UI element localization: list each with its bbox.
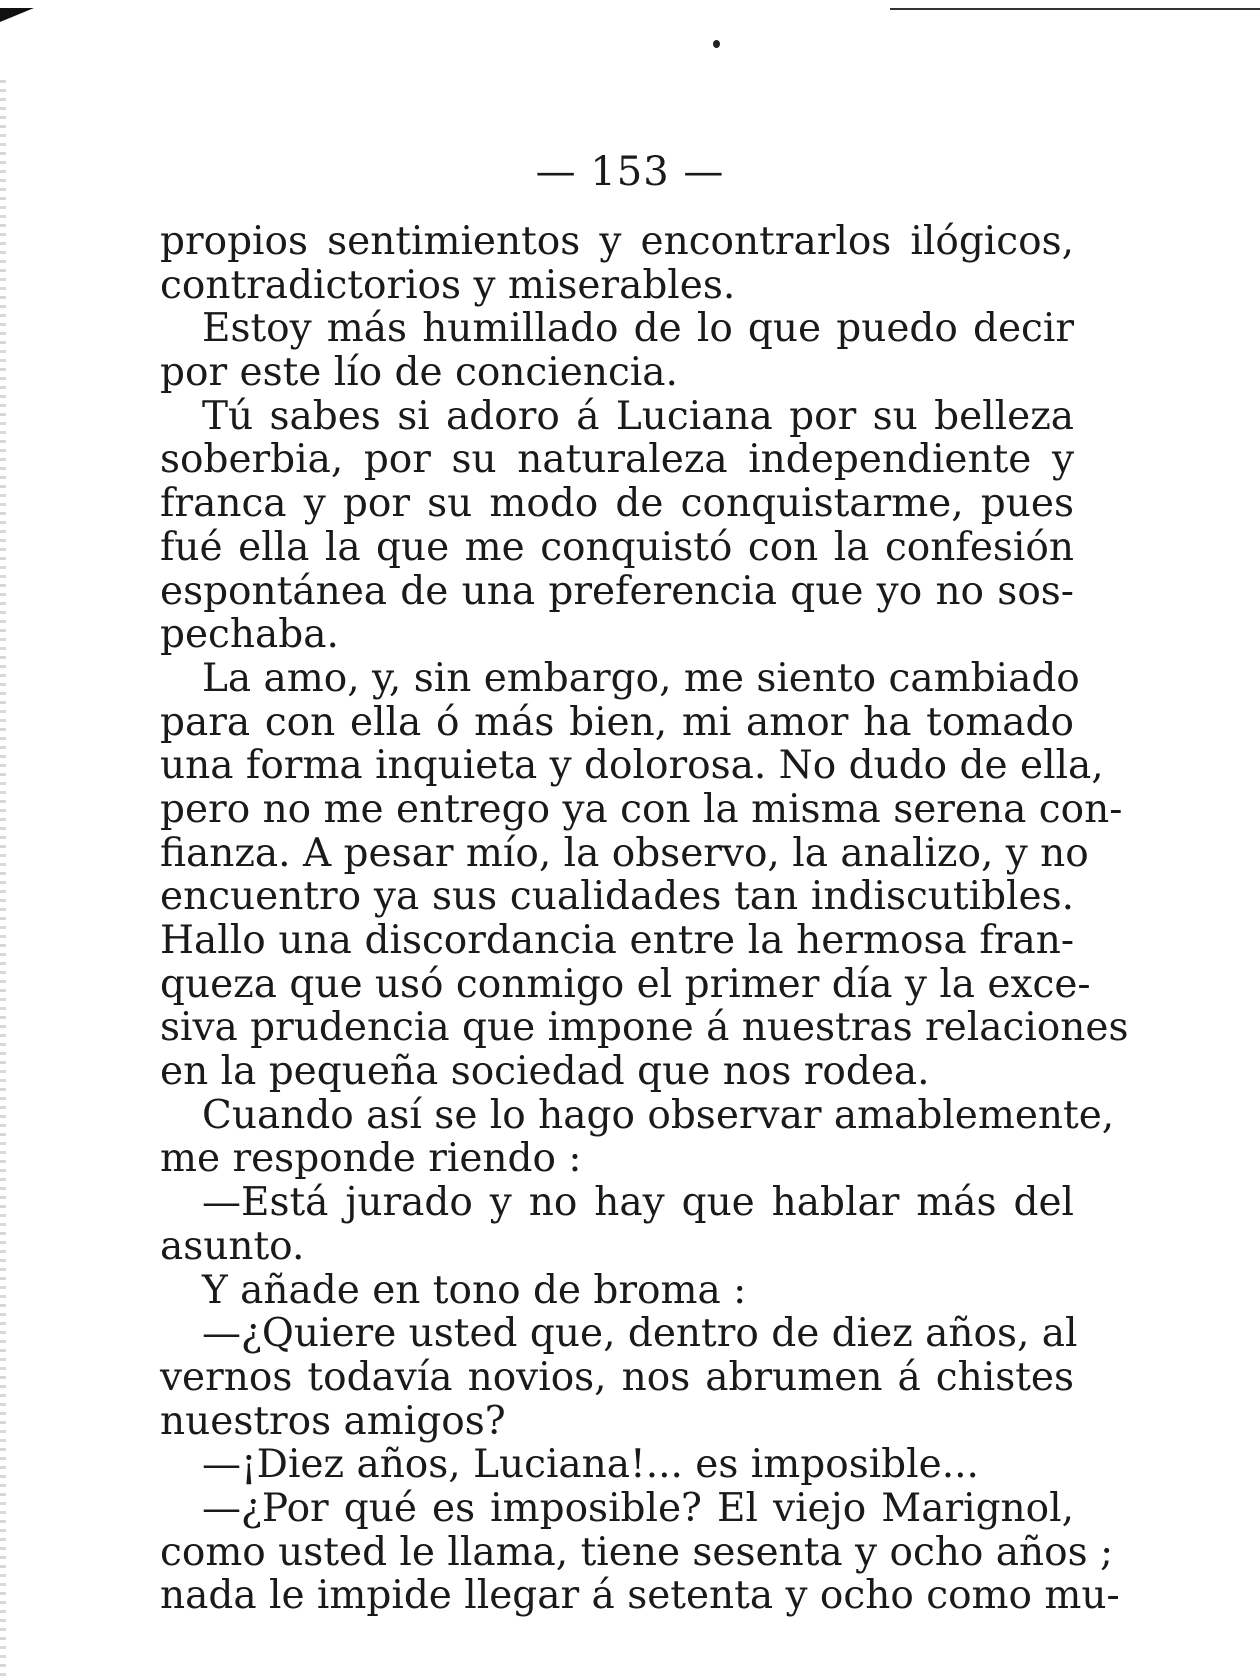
text-line: en la pequeña sociedad que nos rodea. xyxy=(160,1049,930,1095)
text-line: asunto. xyxy=(160,1223,305,1269)
text-line: Y añade en tono de broma : xyxy=(202,1267,747,1313)
text-line: siva prudencia que impone á nuestras relaciones xyxy=(160,1005,1129,1051)
text-line: fué ella la que me conquistó con la confesión xyxy=(160,524,1074,570)
text-line: nuestros amigos? xyxy=(160,1398,506,1444)
scan-corner-mark xyxy=(0,8,34,22)
text-line: por este lío de conciencia. xyxy=(160,350,678,396)
text-line: espontánea de una preferencia que yo no sos- xyxy=(160,568,1074,614)
text-line: para con ella ó más bien, mi amor ha tomado xyxy=(160,699,1074,745)
ink-speck xyxy=(713,40,720,48)
text-line: franca y por su modo de conquistarme, pues xyxy=(160,481,1074,527)
text-line: encuentro ya sus cualidades tan indiscutibles. xyxy=(160,874,1074,920)
text-line: Cuando así se lo hago observar amablemente, xyxy=(202,1092,1115,1138)
text-line: una forma inquieta y dolorosa. No dudo de ella, xyxy=(160,743,1104,789)
text-line: Tú sabes si adoro á Luciana por su belleza xyxy=(202,393,1074,439)
text-line: propios sentimientos y encontrarlos ilógicos, xyxy=(160,219,1074,264)
text-line: fianza. A pesar mío, la observo, la analizo, y no xyxy=(160,830,1089,876)
text-line: —¿Por qué es imposible? El viejo Marignol, xyxy=(202,1485,1074,1531)
text-line: contradictorios y miserables. xyxy=(160,262,736,308)
text-line: pero no me entrego ya con la misma serena con- xyxy=(160,786,1123,832)
scan-edge xyxy=(0,80,6,1680)
text-line: nada le impide llegar á setenta y ocho como mu- xyxy=(160,1573,1120,1619)
text-line: Estoy más humillado de lo que puedo decir xyxy=(202,306,1074,352)
text-line: —¿Quiere usted que, dentro de diez años, al xyxy=(202,1311,1078,1357)
top-rule xyxy=(890,8,1260,10)
text-line: queza que usó conmigo el primer día y la exce- xyxy=(160,961,1091,1007)
page-number: — 153 — xyxy=(535,149,725,195)
text-line: Hallo una discordancia entre la hermosa fran- xyxy=(160,918,1074,963)
text-line: —¡Diez años, Luciana!... es imposible... xyxy=(202,1442,979,1488)
text-line: pechaba. xyxy=(160,612,339,658)
text-line: me responde riendo : xyxy=(160,1136,582,1182)
text-line: —Está jurado y no hay que hablar más del xyxy=(202,1180,1074,1226)
text-line: vernos todavía novios, nos abrumen á chistes xyxy=(160,1354,1074,1400)
text-line: soberbia, por su naturaleza independiente y xyxy=(160,437,1074,483)
text-line: como usted le llama, tiene sesenta y ocho años ; xyxy=(160,1529,1114,1575)
body-text xyxy=(160,219,1129,1619)
text-line: La amo, y, sin embargo, me siento cambiado xyxy=(202,655,1080,701)
